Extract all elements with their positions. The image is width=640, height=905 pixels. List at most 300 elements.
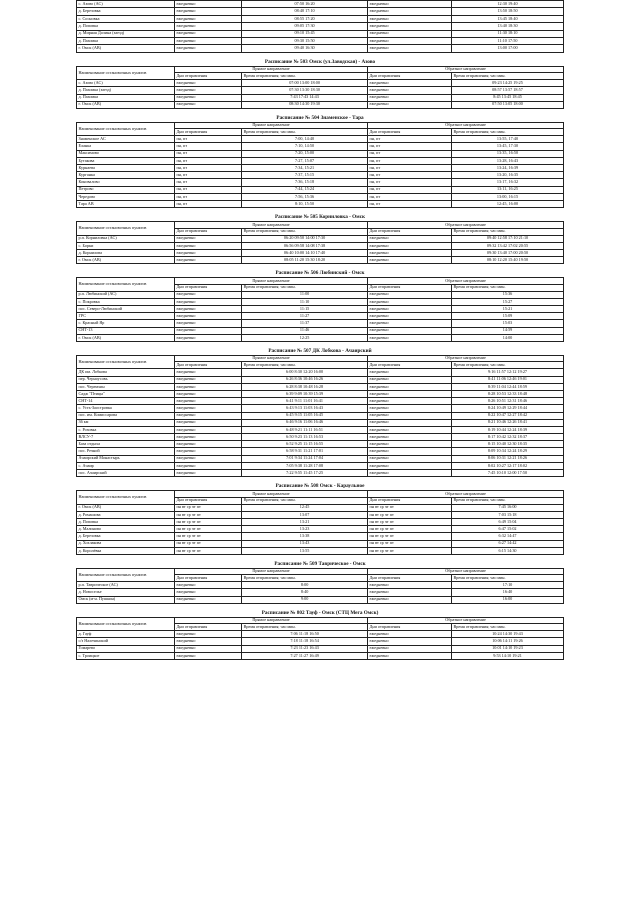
days-cell: ежедневно xyxy=(174,334,241,341)
stop-cell: Ачаирский Монастырь xyxy=(77,455,175,462)
table-row xyxy=(77,448,564,455)
times-cell: 08:40 17:10 xyxy=(242,8,368,15)
days-back-header: Дни отправления xyxy=(368,284,452,291)
times-cell: 7:22 9:55 11:45 17:25 xyxy=(242,470,368,477)
time-header: Время отправления; час:мин. xyxy=(242,624,368,631)
times-cell: 08:05 11:20 15:30 18:20 xyxy=(242,257,368,264)
times-back-cell: 7:45 10:10 12:00 17:50 xyxy=(452,470,564,477)
time-header: Время отправления; час:мин. xyxy=(242,284,368,291)
table-row xyxy=(77,257,564,264)
times-back-cell: 8:24 10:49 12:29 18:44 xyxy=(452,405,564,412)
times-cell: 11:00 xyxy=(242,291,368,298)
days-cell: ежедневно xyxy=(174,249,241,256)
stop-cell: с. Красный Яр xyxy=(77,320,175,327)
days-cell: ежедневно xyxy=(174,23,241,30)
stop-cell: пос. Речной xyxy=(77,448,175,455)
stop-cell: пос. им. Комиссарова xyxy=(77,412,175,419)
times-back-cell: 8:02 10:27 12:17 18:02 xyxy=(452,462,564,469)
times-cell: 07:50 16:20 xyxy=(242,1,368,8)
days-back-cell: ежедневно xyxy=(368,582,452,589)
times-cell: 6:48 9:21 11:11 16:51 xyxy=(242,426,368,433)
days-back-cell: пн вт ср чт пт xyxy=(368,518,452,525)
days-cell: ежедневно xyxy=(174,652,241,659)
times-cell: 13:07 xyxy=(242,511,368,518)
stop-cell: г. Омск (АВ) xyxy=(77,257,175,264)
times-back-cell: 15:27 xyxy=(452,298,564,305)
times-back-cell: 9:53 14:10 19:21 xyxy=(452,652,564,659)
times-back-cell: 15:36 xyxy=(452,291,564,298)
table-row xyxy=(77,441,564,448)
times-back-cell: 13:11, 16:25 xyxy=(452,186,564,193)
days-header: Дни отправления xyxy=(174,575,241,582)
days-back-cell: ежедневно xyxy=(368,1,452,8)
forward-header: Прямое направление xyxy=(174,222,367,228)
times-back-cell: 15:21 xyxy=(452,306,564,313)
stop-cell: д. Малиново xyxy=(77,526,175,533)
days-back-cell: ежедневно xyxy=(368,631,452,638)
days-cell: ежедневно xyxy=(174,15,241,22)
days-back-cell: пн, пт xyxy=(368,150,452,157)
stop-header: Наименование остановочных пунктов xyxy=(77,355,175,368)
table-row xyxy=(77,504,564,511)
times-back-cell: 13:24, 16:39 xyxy=(452,165,564,172)
times-back-cell: 8:28 10:53 12:33 18:48 xyxy=(452,390,564,397)
schedule-title: Расписание № 504 Знаменское - Тара xyxy=(276,114,364,121)
time-back-header: Время отправления; час:мин. xyxy=(452,73,564,80)
days-cell: ежедневно xyxy=(174,313,241,320)
stop-cell: д. Новоселье xyxy=(77,589,175,596)
table-row xyxy=(77,526,564,533)
times-cell: 7:06 11:18 16:50 xyxy=(242,631,368,638)
days-cell: ежедневно xyxy=(174,426,241,433)
times-cell: 7:44, 15:24 xyxy=(242,186,368,193)
table-row xyxy=(77,383,564,390)
times-back-cell: 09:23 14:25 19:25 xyxy=(452,80,564,87)
days-cell: пн вт ср чт пт xyxy=(174,547,241,554)
days-cell: пн вт ср чт пт xyxy=(174,533,241,540)
times-back-cell: 6:32 14:47 xyxy=(452,533,564,540)
forward-header: Прямое направление xyxy=(174,617,367,623)
times-cell: 7:56, 15:36 xyxy=(242,193,368,200)
stop-header: Наименование остановочных пунктов xyxy=(77,222,175,235)
stop-cell: Бутакова xyxy=(77,157,175,164)
forward-header: Прямое направление xyxy=(174,66,367,72)
table-row xyxy=(77,80,564,87)
stop-cell: с. Усть-Заостровка xyxy=(77,405,175,412)
stop-header: Наименование остановочных пунктов xyxy=(77,66,175,79)
times-back-cell: 15:03 xyxy=(452,320,564,327)
table-row xyxy=(77,172,564,179)
days-back-cell: ежедневно xyxy=(368,327,452,334)
days-cell: ежедневно xyxy=(174,306,241,313)
stop-cell: р.п. Любинский (АС) xyxy=(77,291,175,298)
backward-header: Обратное направление xyxy=(368,278,564,284)
stop-cell: Тара АВ xyxy=(77,200,175,207)
days-cell: пн, пт xyxy=(174,136,241,143)
days-cell: ежедневно xyxy=(174,1,241,8)
forward-header: Прямое направление xyxy=(174,491,367,497)
stop-cell: д. Королёвка xyxy=(77,547,175,554)
schedule-title: Расписание № 506 Любинский - Омск xyxy=(275,270,365,277)
times-back-cell: 13:00, 16:15 xyxy=(452,193,564,200)
time-header: Время отправления; час:мин. xyxy=(242,497,368,504)
schedule-title: Расписание № 507 ДК Лобкова - Ачаирский xyxy=(268,347,372,354)
table-row xyxy=(77,405,564,412)
days-cell: ежедневно xyxy=(174,37,241,44)
table-row xyxy=(77,645,564,652)
days-cell: ежедневно xyxy=(174,8,241,15)
days-back-cell: ежедневно xyxy=(368,320,452,327)
stop-cell: СНТ-13 xyxy=(77,327,175,334)
days-cell: ежедневно xyxy=(174,441,241,448)
times-cell: 6:58 9:31 11:21 17:01 xyxy=(242,448,368,455)
stop-cell: г. Омск (АВ) xyxy=(77,45,175,52)
days-back-cell: ежедневно xyxy=(368,249,452,256)
times-cell: 13:43 xyxy=(242,540,368,547)
time-back-header: Время отправления; час:мин. xyxy=(452,624,564,631)
stop-cell: д. Березовка xyxy=(77,8,175,15)
days-back-cell: ежедневно xyxy=(368,390,452,397)
times-cell: 09:10 15:45 xyxy=(242,30,368,37)
time-back-header: Время отправления; час:мин. xyxy=(452,575,564,582)
days-back-cell: ежедневно xyxy=(368,80,452,87)
times-back-cell: 10:24 14:30 19:43 xyxy=(452,631,564,638)
days-back-cell: ежедневно xyxy=(368,87,452,94)
table-row xyxy=(77,306,564,313)
table-row xyxy=(77,235,564,242)
table-row xyxy=(77,582,564,589)
schedule-section xyxy=(76,348,564,477)
times-back-cell: 13:45 18:40 xyxy=(452,15,564,22)
backward-header: Обратное направление xyxy=(368,617,564,623)
table-row xyxy=(77,165,564,172)
days-back-cell: ежедневно xyxy=(368,242,452,249)
days-back-cell: ежедневно xyxy=(368,455,452,462)
times-cell: 6:41 9:11 11:01 16:41 xyxy=(242,398,368,405)
days-back-cell: пн, пт xyxy=(368,157,452,164)
times-back-cell: 6:27 14:42 xyxy=(452,540,564,547)
days-back-cell: пн, пт xyxy=(368,200,452,207)
stop-cell: Курнаева xyxy=(77,165,175,172)
stop-header: Наименование остановочных пунктов xyxy=(77,617,175,630)
schedule-section xyxy=(76,561,564,604)
times-back-cell: 13:55, 17:40 xyxy=(452,136,564,143)
times-cell: 9:00 xyxy=(242,596,368,603)
backward-header: Обратное направление xyxy=(368,355,564,361)
days-back-cell: ежедневно xyxy=(368,15,452,22)
days-back-cell: ежедневно xyxy=(368,8,452,15)
days-back-cell: ежедневно xyxy=(368,313,452,320)
times-back-cell: 13:50 18:50 xyxy=(452,8,564,15)
stop-cell: г. Омск (АВ) xyxy=(77,334,175,341)
days-cell: ежедневно xyxy=(174,434,241,441)
days-cell: ежедневно xyxy=(174,369,241,376)
stop-cell: СНТ-14 xyxy=(77,398,175,405)
days-cell: ежедневно xyxy=(174,30,241,37)
table-row xyxy=(77,426,564,433)
times-cell: 13:21 xyxy=(242,518,368,525)
times-cell: 6:00 8:30 12:20 16:00 xyxy=(242,369,368,376)
days-cell: ежедневно xyxy=(174,638,241,645)
times-cell: 6:39 9:09 10:39 15:39 xyxy=(242,390,368,397)
days-cell: ежедневно xyxy=(174,291,241,298)
times-back-cell: 8:45 13:45 18:45 xyxy=(452,94,564,101)
days-cell: ежедневно xyxy=(174,242,241,249)
table-row xyxy=(77,398,564,405)
table-row xyxy=(77,390,564,397)
times-back-cell: 8:06 10:31 12:21 18:26 xyxy=(452,455,564,462)
times-cell: 8:40 xyxy=(242,589,368,596)
stop-cell: Знаменское АС xyxy=(77,136,175,143)
table-row xyxy=(77,298,564,305)
times-cell: 7:27 11:27 16:49 xyxy=(242,652,368,659)
schedule-table xyxy=(76,490,564,555)
table-row xyxy=(77,369,564,376)
times-back-cell: 08:57 13:57 18:57 xyxy=(452,87,564,94)
times-cell: 6:50 9:23 11:13 16:53 xyxy=(242,434,368,441)
days-back-cell: пн, пт xyxy=(368,165,452,172)
table-row xyxy=(77,87,564,94)
times-back-cell: 07:50 13:05 18:00 xyxy=(452,101,564,108)
stop-cell: г. Омск (АВ) xyxy=(77,101,175,108)
times-cell: 6:26 8:36 10:46 16:26 xyxy=(242,376,368,383)
time-back-header: Время отправления; час:мин. xyxy=(452,362,564,369)
times-cell: 06:20 09:50 14:00 17:30 xyxy=(242,235,368,242)
times-cell: 06:40 10:00 14:10 17:40 xyxy=(242,249,368,256)
days-back-cell: ежедневно xyxy=(368,291,452,298)
days-back-cell: ежедневно xyxy=(368,30,452,37)
stop-cell: Петрово xyxy=(77,186,175,193)
table-row xyxy=(77,419,564,426)
times-back-cell: 13:17, 16:32 xyxy=(452,179,564,186)
days-cell: ежедневно xyxy=(174,405,241,412)
schedule-title: Расписание № 802 Тауф - Омск (СТЦ Мега Омск) xyxy=(261,609,379,616)
forward-header: Прямое направление xyxy=(174,278,367,284)
days-back-cell: ежедневно xyxy=(368,298,452,305)
days-back-cell: ежедневно xyxy=(368,398,452,405)
schedule-section xyxy=(76,115,564,208)
table-row xyxy=(77,334,564,341)
days-back-cell: ежедневно xyxy=(368,235,452,242)
days-cell: ежедневно xyxy=(174,455,241,462)
times-cell: 7:27, 15:07 xyxy=(242,157,368,164)
days-cell: пн, пт xyxy=(174,157,241,164)
times-cell: 09:05 17:30 xyxy=(242,23,368,30)
stop-header: Наименование остановочных пунктов xyxy=(77,278,175,291)
times-back-cell: 8:19 10:44 12:24 18:39 xyxy=(452,426,564,433)
times-cell: 11:15 xyxy=(242,306,368,313)
days-back-cell: ежедневно xyxy=(368,589,452,596)
times-back-cell: 11:30 18:10 xyxy=(452,30,564,37)
times-cell: 7:10, 14:50 xyxy=(242,143,368,150)
table-row xyxy=(77,150,564,157)
days-back-cell: пн вт ср чт пт xyxy=(368,511,452,518)
backward-header: Обратное направление xyxy=(368,491,564,497)
days-cell: ежедневно xyxy=(174,327,241,334)
times-cell: 07:00 13:00 18:00 xyxy=(242,80,368,87)
days-cell: ежедневно xyxy=(174,448,241,455)
forward-header: Прямое направление xyxy=(174,355,367,361)
stop-cell: пер. Черноусовь xyxy=(77,376,175,383)
times-back-cell: 09:32 13:42 17:02 20:55 xyxy=(452,242,564,249)
times-back-cell: 17:10 xyxy=(452,582,564,589)
schedule-title: Расписание № 505 Корниловка - Омск xyxy=(275,214,365,221)
forward-header: Прямое направление xyxy=(174,568,367,574)
backward-header: Обратное направление xyxy=(368,122,564,128)
stop-cell: Курганка xyxy=(77,172,175,179)
times-back-cell: 8:09 10:34 12:24 18:29 xyxy=(452,448,564,455)
days-back-cell: ежедневно xyxy=(368,652,452,659)
times-cell: 6:43 9:13 11:03 16:43 xyxy=(242,405,368,412)
days-back-cell: ежедневно xyxy=(368,257,452,264)
times-cell: 7:23 11:23 16:43 xyxy=(242,645,368,652)
table-row xyxy=(77,638,564,645)
times-back-cell: 13:28, 16:43 xyxy=(452,157,564,164)
days-back-header: Дни отправления xyxy=(368,362,452,369)
stop-cell: с. Ачаир xyxy=(77,462,175,469)
times-cell: 06:56 09:58 14:08 17:38 xyxy=(242,242,368,249)
days-cell: пн, пт xyxy=(174,179,241,186)
time-header: Время отправления; час:мин. xyxy=(242,228,368,235)
stop-cell: д. Мирная Долина (заезд) xyxy=(77,30,175,37)
days-cell: пн, пт xyxy=(174,193,241,200)
times-back-cell: 15:09 xyxy=(452,313,564,320)
days-back-cell: ежедневно xyxy=(368,369,452,376)
schedule-table xyxy=(76,221,564,264)
days-back-cell: ежедневно xyxy=(368,645,452,652)
times-back-cell: 16:40 xyxy=(452,589,564,596)
backward-header: Обратное направление xyxy=(368,66,564,72)
stop-cell: д. Пахомка xyxy=(77,94,175,101)
stop-cell: пос. Черемхин xyxy=(77,383,175,390)
table-row xyxy=(77,327,564,334)
days-cell: пн вт ср чт пт xyxy=(174,518,241,525)
stop-cell: д. Ромашова xyxy=(77,511,175,518)
table-row xyxy=(77,15,564,22)
days-cell: ежедневно xyxy=(174,412,241,419)
table-row xyxy=(77,157,564,164)
times-cell: 13:55 xyxy=(242,547,368,554)
stop-cell: ВЛСУ-7 xyxy=(77,434,175,441)
days-back-cell: пн вт ср чт пт xyxy=(368,540,452,547)
times-cell: 12:25 xyxy=(242,334,368,341)
times-cell: 8:10, 15:50 xyxy=(242,200,368,207)
stop-cell: с/з Налечинский xyxy=(77,638,175,645)
table-row xyxy=(77,596,564,603)
stop-cell: д. Пахомка (заезд) xyxy=(77,87,175,94)
schedule-table xyxy=(76,277,564,342)
stop-cell: с. Азово (АС) xyxy=(77,1,175,8)
times-cell: 6:52 9:25 11:15 16:55 xyxy=(242,441,368,448)
days-back-cell: пн вт ср чт пт xyxy=(368,533,452,540)
days-back-cell: пн, пт xyxy=(368,172,452,179)
times-back-cell: 8:17 10:42 12:32 18:37 xyxy=(452,434,564,441)
days-back-cell: ежедневно xyxy=(368,37,452,44)
table-row xyxy=(77,652,564,659)
stop-cell: д. Поповка xyxy=(77,518,175,525)
days-header: Дни отправления xyxy=(174,362,241,369)
times-back-cell: 7:45 16:00 xyxy=(452,504,564,511)
stop-cell: 36 км xyxy=(77,419,175,426)
times-cell: 6:28 8:38 10:48 16:28 xyxy=(242,383,368,390)
days-cell: ежедневно xyxy=(174,80,241,87)
stop-cell: Гомарево xyxy=(77,645,175,652)
days-back-cell: пн, пт xyxy=(368,186,452,193)
schedule-title: Расписание № 508 Омск - Караульное xyxy=(275,483,365,490)
times-cell: 6:45 9:15 11:05 16:45 xyxy=(242,412,368,419)
times-back-cell: 12:45, 16:00 xyxy=(452,200,564,207)
times-cell: 12:45 xyxy=(242,504,368,511)
schedule-section xyxy=(76,483,564,555)
days-back-cell: ежедневно xyxy=(368,405,452,412)
days-cell: ежедневно xyxy=(174,470,241,477)
schedule-section xyxy=(76,59,564,109)
days-header: Дни отправления xyxy=(174,284,241,291)
days-cell: пн вт ср чт пт xyxy=(174,511,241,518)
table-row xyxy=(77,249,564,256)
schedule-table-continued xyxy=(76,0,564,53)
days-back-header: Дни отправления xyxy=(368,575,452,582)
time-header: Время отправления; час:мин. xyxy=(242,362,368,369)
times-back-cell: 6:15 14:30 xyxy=(452,547,564,554)
time-back-header: Время отправления; час:мин. xyxy=(452,228,564,235)
times-cell: 09:40 16:30 xyxy=(242,45,368,52)
schedule-table xyxy=(76,355,564,477)
stop-cell: Садж "Птицы" xyxy=(77,390,175,397)
days-cell: пн вт ср чт пт xyxy=(174,540,241,547)
table-row xyxy=(77,179,564,186)
stop-cell: ГРС xyxy=(77,313,175,320)
days-cell: ежедневно xyxy=(174,462,241,469)
time-header: Время отправления; час:мин. xyxy=(242,129,368,136)
days-cell: ежедневно xyxy=(174,235,241,242)
days-cell: ежедневно xyxy=(174,582,241,589)
days-back-header: Дни отправления xyxy=(368,129,452,136)
days-cell: ежедневно xyxy=(174,631,241,638)
schedule-title: Расписание № 503 Омск (ул.Заводская) - Азово xyxy=(264,58,376,65)
times-back-cell: 8:21 10:46 12:26 18:41 xyxy=(452,419,564,426)
days-back-cell: ежедневно xyxy=(368,638,452,645)
days-back-cell: ежедневно xyxy=(368,306,452,313)
table-row xyxy=(77,376,564,383)
days-back-cell: пн вт ср чт пт xyxy=(368,547,452,554)
table-row xyxy=(77,200,564,207)
days-cell: ежедневно xyxy=(174,257,241,264)
stop-cell: с. Сосновка xyxy=(77,15,175,22)
stop-cell: с. Розовка xyxy=(77,426,175,433)
days-cell: ежедневно xyxy=(174,320,241,327)
times-cell: 7:37, 15:15 xyxy=(242,172,368,179)
times-back-cell: 10:06 14:11 19:26 xyxy=(452,638,564,645)
time-header: Время отправления; час:мин. xyxy=(242,73,368,80)
days-cell: ежедневно xyxy=(174,589,241,596)
days-back-cell: пн вт ср чт пт xyxy=(368,526,452,533)
times-back-cell: 13:20, 16:35 xyxy=(452,172,564,179)
times-back-cell: 14:00 xyxy=(452,334,564,341)
times-back-cell: 11:10 17:50 xyxy=(452,37,564,44)
times-cell: 08:30 14:30 19:30 xyxy=(242,101,368,108)
table-row xyxy=(77,37,564,44)
stop-cell: с. Борки xyxy=(77,242,175,249)
table-row xyxy=(77,242,564,249)
days-header: Дни отправления xyxy=(174,228,241,235)
time-back-header: Время отправления; час:мин. xyxy=(452,497,564,504)
days-cell: ежедневно xyxy=(174,596,241,603)
times-back-cell: 8:41 11:06 12:46 19:01 xyxy=(452,376,564,383)
times-cell: 7:36, 15:18 xyxy=(242,179,368,186)
times-cell: 6:46 9:16 11:06 16:46 xyxy=(242,419,368,426)
backward-header: Обратное направление xyxy=(368,222,564,228)
